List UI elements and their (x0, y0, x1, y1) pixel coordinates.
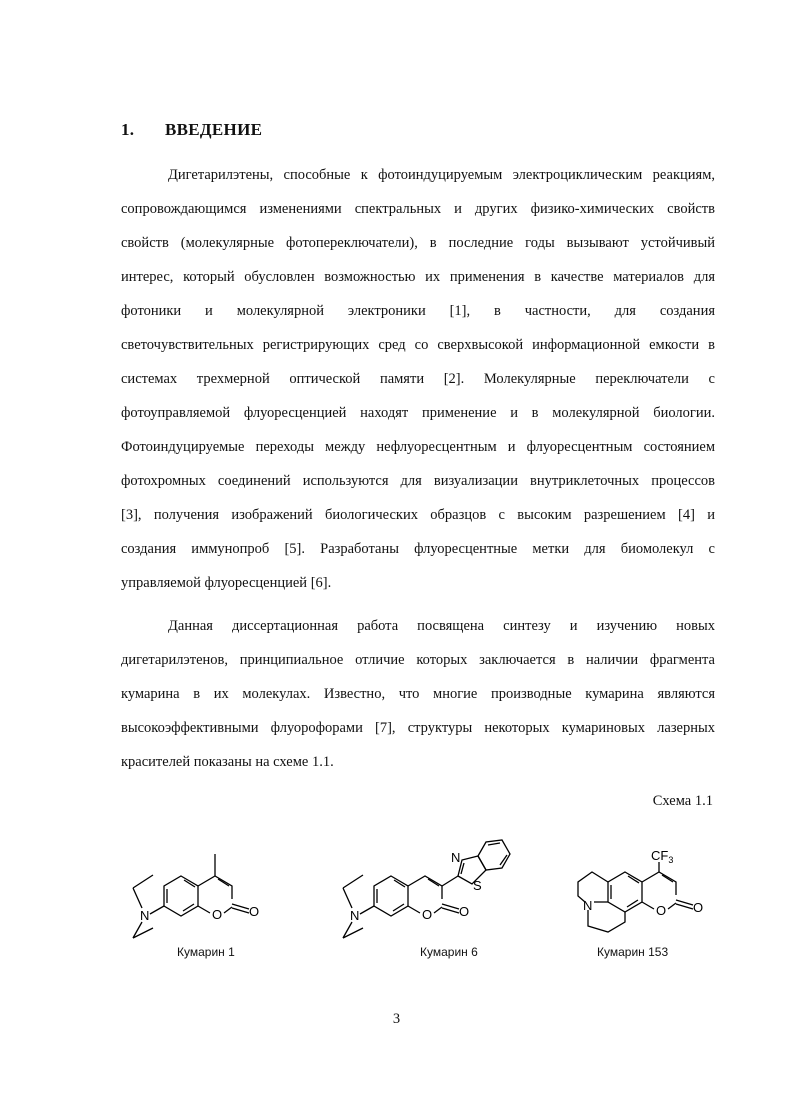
text-line: дигетарилэтенов, принципиальное отличие которых заключается в наличии фрагмента (121, 652, 715, 668)
benzene-ring (164, 876, 198, 916)
text-line: высокоэффективными флуорофорами [7], структуры некоторых кумариновых лазерных (121, 720, 715, 736)
ring-oxygen-label: O (212, 907, 223, 922)
paragraph-2 (121, 609, 715, 779)
carbonyl-oxygen-label: O (459, 904, 470, 919)
caption-coumarin-153: Кумарин 153 (597, 945, 669, 959)
pyranone-ring (642, 872, 676, 895)
benzene-ring (374, 876, 408, 916)
carbonyl-oxygen-label: O (693, 900, 704, 915)
coumarin-1-structure (128, 848, 278, 943)
pyranone-ring (198, 876, 232, 899)
text-line: интерес, который обусловлен возможностью их применения в качестве материалов для (121, 269, 715, 285)
text-line: свойств (молекулярные фотопереключатели), в последние годы вызывают устойчивый (121, 235, 715, 251)
coumarin-6-structure (338, 832, 528, 942)
nitrogen-atom-label: N (350, 908, 360, 923)
nitrogen-atom-label: N (583, 898, 593, 913)
nitrogen-atom-label: N (140, 908, 150, 923)
paragraph-1 (121, 158, 715, 600)
section-title: ВВЕДЕНИЕ (165, 120, 263, 139)
text-line: светочувствительных регистрирующих сред со сверхвысокой информационной емкости в (121, 337, 715, 353)
thiazole-sulfur-label: S (473, 878, 482, 893)
text-line: кумарина в их молекулах. Известно, что многие производные кумарина являются (121, 686, 715, 702)
caption-coumarin-6: Кумарин 6 (420, 945, 478, 959)
benzene-ring (608, 872, 642, 912)
text-line: фотоники и молекулярной электроники [1], в частности, для создания (121, 303, 715, 319)
caption-coumarin-1: Кумарин 1 (177, 945, 235, 959)
carbonyl-oxygen-label: O (249, 904, 260, 919)
text-line: [3], получения изображений биологических образцов с высоким разрешением [4] и (121, 507, 715, 523)
text-line: сопровождающимся изменениями спектральных и других физико-химических свойств (121, 201, 715, 217)
cf3-label: $CF_3$ (651, 848, 674, 865)
thiazole-nitrogen-label: N (451, 850, 461, 865)
section-number: 1. (121, 120, 135, 139)
ring-oxygen-label: O (422, 907, 433, 922)
text-line: фотоуправляемой флуоресценцией находят применение и в молекулярной биологии. (121, 405, 715, 421)
text-line: создания иммунопроб [5]. Разработаны флуоресцентные метки для биомолекул с (121, 541, 715, 557)
text-line: фотохромных соединений используются для визуализации внутриклеточных процессов (121, 473, 715, 489)
pyranone-ring (408, 876, 442, 899)
ring-oxygen-label: O (656, 903, 667, 918)
text-line: Дигетарилэтены, способные к фотоиндуцируемым электроциклическим реакциям, (168, 167, 715, 183)
text-line: системах трехмерной оптической памяти [2]. Молекулярные переключатели с (121, 371, 715, 387)
text-line: Данная диссертационная работа посвящена синтезу и изучению новых (168, 618, 715, 634)
text-line: красителей показаны на схеме 1.1. (121, 754, 334, 770)
text-line: Фотоиндуцируемые переходы между нефлуоресцентным и флуоресцентным состоянием (121, 439, 715, 455)
page-number: 3 (392, 1011, 401, 1027)
text-line: управляемой флуоресценцией [6]. (121, 575, 332, 591)
section-heading (121, 120, 262, 140)
coumarin-153-structure (572, 846, 712, 941)
scheme-label: Схема 1.1 (652, 793, 713, 809)
